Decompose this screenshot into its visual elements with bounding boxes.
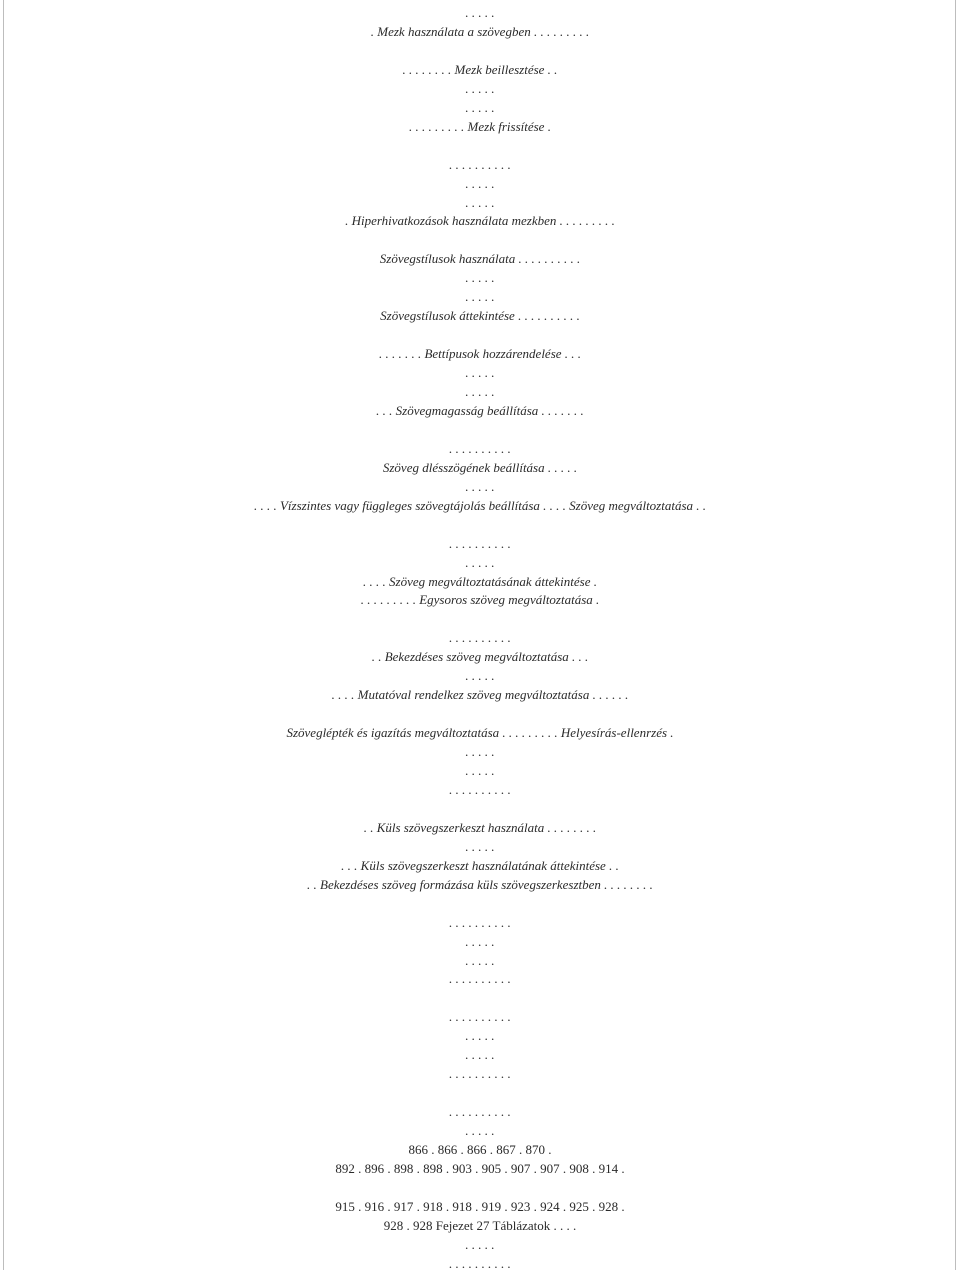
toc-line: . . . . . . . . . .	[449, 1066, 511, 1082]
toc-line: . . . . .	[465, 933, 495, 949]
toc-line: . . . . Mutatóval rendelkez szöveg megváltoztatása . . . . . .	[331, 687, 629, 703]
toc-line: . . . . . . . . . Mezk frissítése .	[409, 118, 551, 134]
toc-line: . . . . .	[465, 763, 495, 778]
toc-line: . . . . . . . . . .	[449, 914, 511, 930]
toc-line: . . . . .	[465, 289, 495, 305]
toc-line: . Mezk használata a szövegben . . . . . . . . .	[370, 23, 590, 39]
toc-line: . . . Szövegmagasság beállítása . . . . . . .	[376, 402, 584, 418]
toc-line: Szövegstílusok áttekintése . . . . . . . . . .	[380, 308, 580, 324]
toc-line: . . . . . . . . . .	[449, 156, 511, 172]
toc-line: . . . . .	[465, 365, 495, 381]
toc-line: . . . . . . . . . .	[449, 630, 511, 646]
toc-line: . . . . . . . . . .	[449, 1104, 511, 1120]
toc-line: . . . . .	[465, 744, 495, 760]
toc-line: . . . . . . . . . .	[449, 1009, 511, 1025]
toc-line: . . Bekezdéses szöveg formázása küls szövegszerkesztben . . . . . . . .	[307, 876, 653, 892]
toc-line: Szöveg dlésszögének beállítása . . . . .	[382, 459, 578, 475]
toc-line: . . . . .	[465, 384, 495, 399]
toc-line: . . . . . . . Bettípusok hozzárendelése . . .	[378, 346, 582, 362]
toc-line: . . . Küls szövegszerkeszt használatának áttekintése . .	[341, 857, 619, 873]
toc-line: . . . . .	[465, 668, 495, 684]
toc-line: . . . . .	[465, 175, 495, 191]
toc-line: . . . . .	[465, 1123, 495, 1139]
toc-line: . . . . . . . . . .	[449, 971, 511, 987]
toc-line: . . . . .	[465, 270, 495, 286]
toc-line: . . . . . . . . . .	[449, 535, 511, 551]
toc-line: . . . . .	[465, 952, 495, 968]
toc-line: . . . . .	[465, 194, 495, 210]
toc-line: . . . . . . . . . .	[449, 1255, 511, 1271]
toc-line: Szövegstílusok használata . . . . . . . . . .	[379, 251, 581, 267]
toc-line: 915 . 916 . 917 . 918 . 918 . 919 . 923 . 924 . 925 . 928 .	[335, 1198, 625, 1214]
toc-line: . . . . .	[465, 554, 495, 570]
toc-line: . . Bekezdéses szöveg megváltoztatása . . .	[371, 649, 589, 665]
toc-line: 928 . 928 Fejezet 27 Táblázatok . . . .	[383, 1217, 577, 1233]
toc-line: . . . . .	[465, 838, 495, 854]
toc-line: 892 . 896 . 898 . 898 . 903 . 905 . 907 . 907 . 908 . 914 .	[335, 1160, 625, 1176]
toc-line: . . . . .	[465, 5, 495, 20]
toc-line: . . . . . . . . Mezk beillesztése . .	[402, 61, 558, 77]
toc-line: . . Küls szövegszerkeszt használata . . . . . . . .	[363, 819, 597, 835]
toc-line: . . . . . . . . . .	[449, 781, 511, 797]
toc-line: 866 . 866 . 866 . 867 . 870 .	[408, 1142, 552, 1157]
toc-line: . . . . . . . . . .	[449, 440, 511, 456]
toc-line: . Hiperhivatkozások használata mezkben . . . . . . . . .	[345, 213, 615, 229]
toc-line: . . . . . . . . . Egysoros szöveg megváltoztatása .	[360, 592, 600, 608]
toc-line: . . . . .	[465, 1028, 495, 1044]
toc-line: . . . . .	[465, 478, 495, 494]
toc-line: . . . . Szöveg megváltoztatásának áttekintése .	[363, 573, 597, 589]
toc-line: . . . . .	[465, 80, 495, 96]
toc-line: . . . . Vízszintes vagy függleges szövegtájolás beállítása . . . . Szöveg megváltoztatása . .	[253, 497, 707, 513]
toc-line: . . . . .	[465, 99, 495, 115]
toc-line: Szöveglépték és igazítás megváltoztatása . . . . . . . . . Helyesírás-ellenrzés .	[286, 725, 674, 741]
toc-line: . . . . .	[465, 1236, 495, 1252]
toc-line: . . . . .	[465, 1047, 495, 1063]
